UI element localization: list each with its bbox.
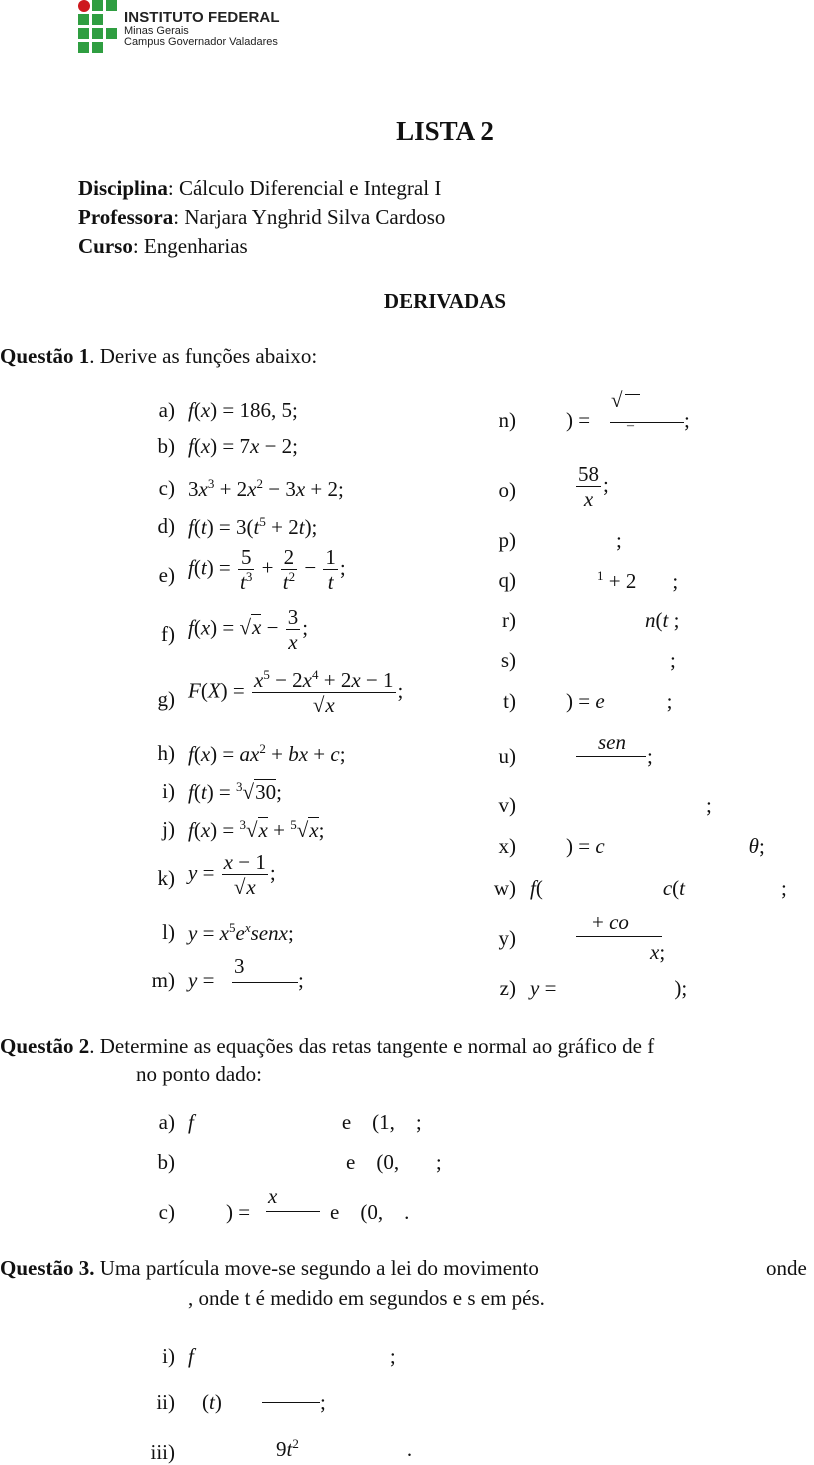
item-label: u)	[498, 744, 516, 768]
formula-q: $^1$ + 2 ;	[597, 568, 679, 593]
question-3-text-2: , onde t é medido em segundos e s em pés.	[188, 1286, 545, 1310]
item-label: h)	[157, 741, 175, 765]
formula-n-root: √	[611, 388, 623, 412]
item-label: i)	[162, 779, 175, 803]
formula-j: f(x) = $^3$√x + $^5$√x;	[188, 817, 325, 842]
question-3-heading	[0, 1256, 539, 1281]
discipline-line	[78, 176, 441, 201]
formula-r: n(t ;	[645, 608, 680, 632]
formula-h: $f(x) = ax^2$ + bx + c;	[188, 741, 346, 766]
formula-i: f(t) = $^3$√30;	[188, 779, 282, 804]
formula-y-den: x;	[650, 940, 666, 964]
q2-formula-c-tail: e (0, .	[330, 1200, 410, 1224]
formula-l: $y = x^5e^xsenx$;	[188, 920, 294, 945]
q2-formula-c: ) =	[226, 1200, 251, 1224]
formula-a: f(x) = 186, 5;	[188, 398, 298, 422]
item-label: z)	[499, 976, 516, 1000]
item-label: i)	[162, 1344, 175, 1368]
q3-formula-iii: $9t^2$ .	[276, 1436, 413, 1461]
section-title: DERIVADAS	[383, 289, 507, 313]
question-2-text-2: no ponto dado:	[136, 1062, 262, 1086]
formula-y-num: + co	[592, 910, 629, 934]
item-label: d)	[157, 514, 175, 538]
item-label: c)	[158, 476, 175, 500]
root-bar	[625, 394, 640, 395]
question-2-text: . Determine as equações das retas tangente e normal ao gráfico de f	[89, 1034, 655, 1058]
logo-title: INSTITUTO FEDERAL	[124, 9, 280, 26]
formula-s: ;	[670, 648, 676, 672]
formula-t: ) = e ;	[566, 689, 673, 713]
semicolon: ;	[320, 1390, 326, 1414]
item-label: f)	[161, 622, 175, 646]
question-3-text-end: onde	[766, 1256, 807, 1280]
item-label: s)	[500, 648, 516, 672]
semicolon: ;	[684, 408, 690, 432]
item-label: q)	[498, 568, 516, 592]
fraction-bar	[262, 1402, 320, 1403]
q3-formula-ii: (t)	[202, 1390, 222, 1414]
page-title: LISTA 2	[396, 116, 494, 146]
fraction-bar	[576, 936, 662, 937]
course-value: : Engenharias	[132, 234, 248, 258]
item-label: j)	[162, 817, 175, 841]
q3-formula-i: f ;	[188, 1344, 396, 1368]
q2-formula-a: f e (1, ;	[188, 1110, 422, 1134]
formula-k: y = $\frac{x - 1}{√x}$ ;	[188, 850, 276, 900]
item-label: m)	[151, 968, 175, 992]
question-1-heading	[0, 344, 317, 369]
item-label: k)	[157, 866, 175, 890]
course-label: Curso	[78, 234, 133, 258]
professor-line	[78, 205, 445, 230]
formula-m: y =	[188, 968, 215, 992]
formula-p: ;	[616, 528, 622, 552]
item-label: x)	[498, 834, 516, 858]
question-1-text: . Derive as funções abaixo:	[89, 344, 318, 368]
item-label: r)	[502, 608, 516, 632]
formula-f: f(x) = √x − $\frac{3}{x}$ ;	[188, 605, 309, 655]
formula-n-mark: –	[627, 418, 634, 433]
professor-value: : Narjara Ynghrid Silva Cardoso	[173, 205, 446, 229]
semicolon: ;	[647, 744, 653, 768]
formula-w: f( c(t ;	[530, 876, 787, 900]
fraction-bar	[266, 1211, 320, 1212]
formula-g: F(X) = $\frac{x^5 - 2x^4 + 2x - 1}{√x}$ ;	[188, 667, 404, 718]
item-label: e)	[158, 563, 175, 587]
question-2-heading	[0, 1034, 654, 1059]
item-label: v)	[498, 793, 516, 817]
q2-formula-b: e (0, ;	[346, 1150, 442, 1174]
logo-campus: Campus Governador Valadares	[124, 36, 278, 49]
formula-v: ;	[706, 793, 712, 817]
logo-subtitle: Minas Gerais	[124, 24, 189, 37]
fraction-bar	[232, 982, 298, 983]
item-label: o)	[498, 478, 516, 502]
formula-x: ) = c θ;	[566, 834, 765, 858]
professor-label: Professora	[78, 205, 174, 229]
discipline-value: : Cálculo Diferencial e Integral I	[167, 176, 442, 200]
item-label: c)	[158, 1200, 175, 1224]
item-label: y)	[498, 926, 516, 950]
formula-d: $f(t) = 3(t^5 + 2t)$;	[188, 514, 318, 539]
item-label: b)	[157, 1150, 175, 1174]
q2-formula-c-num: x	[268, 1184, 278, 1208]
item-label: p)	[498, 528, 516, 552]
formula-c: $3x^3 + 2x^2 - 3x + 2$;	[188, 476, 344, 501]
formula-n: ) =	[566, 408, 591, 432]
item-label: g)	[157, 687, 175, 711]
fraction-bar	[610, 422, 684, 423]
formula-u: sen	[598, 730, 626, 754]
formula-m-numerator: 3	[234, 954, 245, 978]
item-label: iii)	[150, 1440, 175, 1464]
item-label: a)	[158, 1110, 175, 1134]
item-label: w)	[493, 876, 516, 900]
item-label: b)	[157, 434, 175, 458]
item-label: t)	[503, 689, 516, 713]
semicolon: ;	[298, 968, 304, 992]
formula-b: f(x) = 7x − 2;	[188, 434, 299, 458]
question-3-label: Questão 3.	[0, 1256, 95, 1280]
course-line	[78, 234, 248, 259]
question-1-label: Questão 1	[0, 344, 90, 368]
fraction-bar	[576, 756, 646, 757]
item-label: n)	[498, 408, 516, 432]
formula-o: $\frac{58}{x}$ ;	[578, 462, 609, 512]
item-label: a)	[158, 398, 175, 422]
formula-z: y = );	[530, 976, 688, 1000]
item-label: ii)	[156, 1390, 175, 1414]
logo-mark-icon	[78, 0, 118, 54]
discipline-label: Disciplina	[78, 176, 168, 200]
item-label: l)	[162, 920, 175, 944]
question-2-label: Questão 2	[0, 1034, 90, 1058]
formula-e: f(t) = $\frac{5}{t^3}$ + $\frac{2}{t^2}$ − $\frac{1}{t}$ ;	[188, 545, 346, 595]
question-3-text: Uma partícula move-se segundo a lei do movimento	[99, 1256, 539, 1280]
